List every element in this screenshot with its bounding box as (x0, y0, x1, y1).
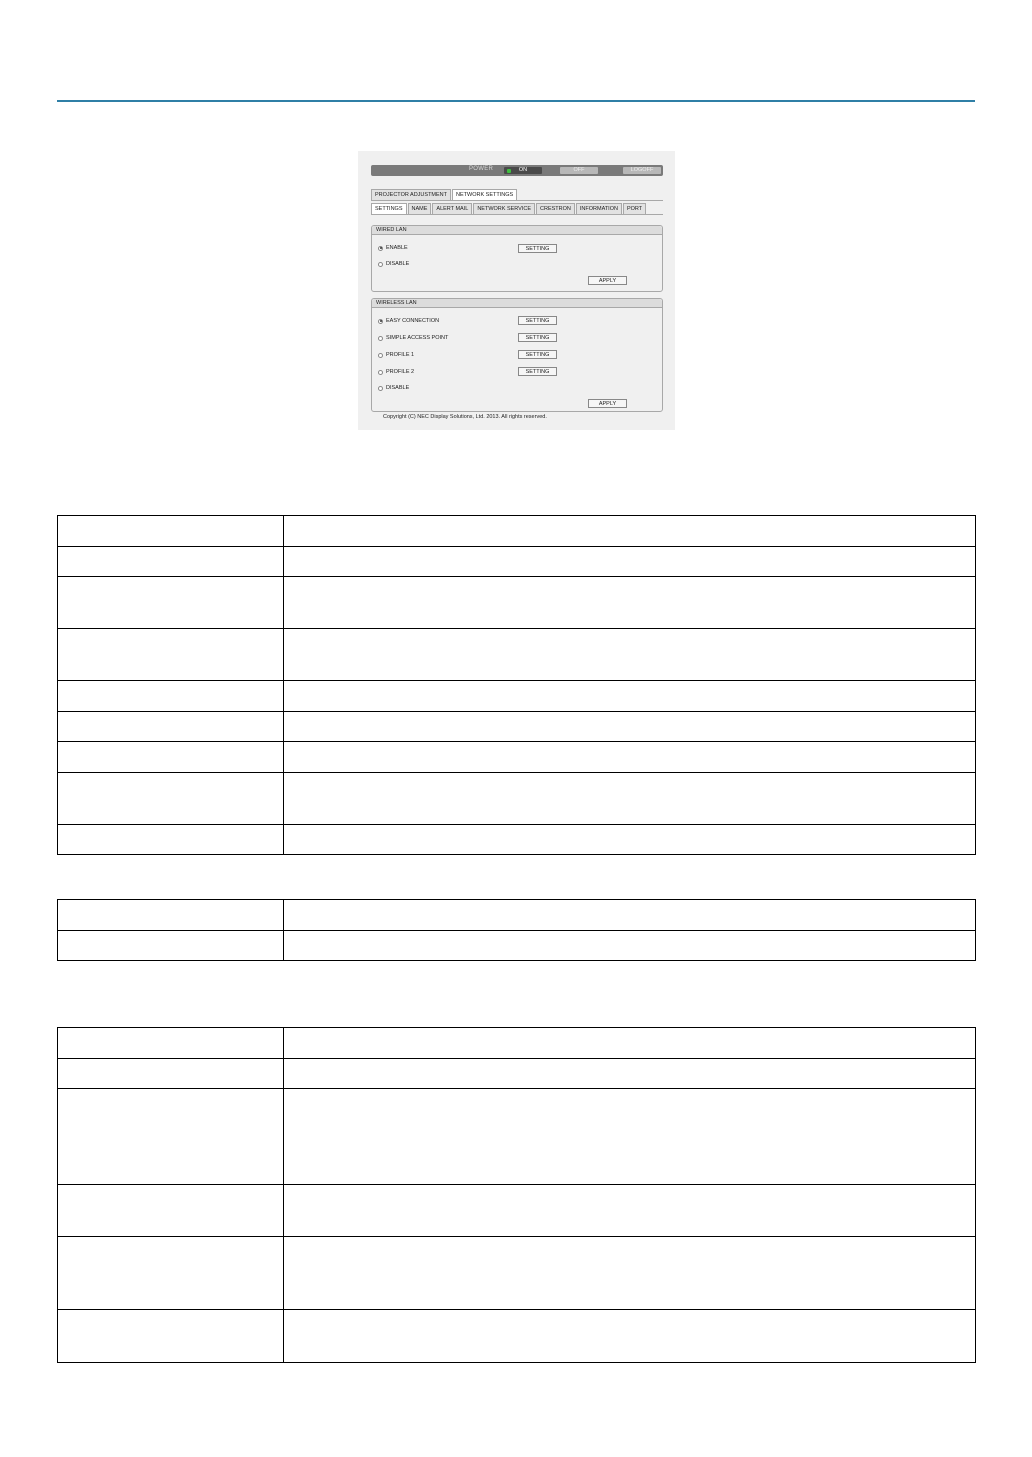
table-cell (284, 547, 976, 577)
wireless-option-label: DISABLE (386, 385, 410, 391)
table-row (58, 577, 976, 629)
table-cell (58, 825, 284, 855)
table-cell (284, 629, 976, 681)
main-tabs (371, 189, 518, 200)
radio-selected-icon (378, 319, 383, 324)
tab-network-service[interactable]: NETWORK SERVICE (473, 203, 535, 214)
profile-1-setting-button[interactable]: SETTING (518, 350, 557, 359)
radio-icon (378, 262, 383, 267)
table-row (58, 516, 976, 547)
sub-tabs-divider (371, 214, 663, 215)
table-row (58, 1028, 976, 1059)
power-on-button[interactable] (504, 167, 542, 174)
table-row (58, 1089, 976, 1185)
wired-lan-title: WIRED LAN (372, 226, 662, 235)
simple-access-point-setting-button[interactable]: SETTING (518, 333, 557, 342)
wireless-option-label: SIMPLE ACCESS POINT (386, 335, 449, 341)
table-cell (58, 1028, 284, 1059)
settings-table-2 (57, 899, 976, 961)
tab-settings[interactable]: SETTINGS (371, 203, 407, 214)
table-row (58, 1185, 976, 1237)
radio-icon (378, 336, 383, 341)
power-on-label: ON (518, 167, 528, 173)
wired-lan-group (371, 225, 663, 292)
table-cell (284, 1185, 976, 1237)
tab-alert-mail[interactable]: ALERT MAIL (432, 203, 472, 214)
table-cell (58, 577, 284, 629)
table-cell (284, 712, 976, 742)
table-cell (284, 825, 976, 855)
table-cell (58, 1237, 284, 1310)
table-row (58, 773, 976, 825)
copyright-text: Copyright (C) NEC Display Solutions, Ltd. 2013. All rights reserved. (383, 414, 547, 420)
radio-icon (378, 386, 383, 391)
table-cell (284, 1089, 976, 1185)
settings-table-3 (57, 1027, 976, 1363)
table-row (58, 629, 976, 681)
table-cell (284, 742, 976, 773)
tab-network-settings[interactable]: NETWORK SETTINGS (452, 189, 517, 200)
table-cell (284, 1310, 976, 1363)
radio-icon (378, 370, 383, 375)
table-cell (284, 773, 976, 825)
sub-tabs (371, 203, 647, 214)
table-row (58, 1310, 976, 1363)
tab-projector-adjustment[interactable]: PROJECTOR ADJUSTMENT (371, 189, 451, 200)
table-cell (284, 1237, 976, 1310)
wireless-option-label: PROFILE 1 (386, 352, 415, 358)
table-cell (58, 1310, 284, 1363)
power-bar (371, 165, 663, 176)
wired-enable-option[interactable] (378, 245, 408, 251)
radio-selected-icon (378, 246, 383, 251)
table-row (58, 681, 976, 712)
wired-enable-label: ENABLE (386, 245, 408, 251)
tab-information[interactable]: INFORMATION (576, 203, 622, 214)
table-cell (58, 547, 284, 577)
logoff-button[interactable]: LOGOFF (623, 167, 661, 174)
web-control-screenshot (358, 151, 675, 430)
wireless-option-label: PROFILE 2 (386, 369, 415, 375)
power-off-button[interactable]: OFF (560, 167, 598, 174)
table-row (58, 547, 976, 577)
tab-port[interactable]: PORT (623, 203, 646, 214)
wireless-apply-button[interactable]: APPLY (588, 399, 627, 408)
table-cell (284, 681, 976, 712)
tab-name[interactable]: NAME (408, 203, 432, 214)
table-row (58, 825, 976, 855)
radio-icon (378, 353, 383, 358)
table-cell (284, 1059, 976, 1089)
wireless-option-profile-1[interactable] (378, 352, 414, 358)
table-cell (58, 931, 284, 961)
easy-connection-setting-button[interactable]: SETTING (518, 316, 557, 325)
table-cell (284, 577, 976, 629)
table-cell (284, 516, 976, 547)
wireless-option-easy-connection[interactable] (378, 318, 439, 324)
wireless-option-simple-access-point[interactable] (378, 335, 448, 341)
table-row (58, 712, 976, 742)
wired-disable-label: DISABLE (386, 261, 410, 267)
table-cell (58, 681, 284, 712)
table-cell (58, 742, 284, 773)
table-row (58, 1237, 976, 1310)
table-cell (284, 931, 976, 961)
tab-crestron[interactable]: CRESTRON (536, 203, 575, 214)
table-cell (58, 1089, 284, 1185)
table-cell (284, 900, 976, 931)
power-label: POWER (469, 166, 494, 172)
wired-apply-button[interactable]: APPLY (588, 276, 627, 285)
main-tabs-divider (371, 200, 663, 201)
table-cell (58, 1059, 284, 1089)
wired-disable-option[interactable] (378, 261, 409, 267)
profile-2-setting-button[interactable]: SETTING (518, 367, 557, 376)
wireless-lan-group (371, 298, 663, 412)
table-cell (58, 516, 284, 547)
power-led-icon (507, 169, 511, 173)
table-row (58, 1059, 976, 1089)
table-cell (284, 1028, 976, 1059)
settings-table-1 (57, 515, 976, 855)
wireless-option-profile-2[interactable] (378, 369, 414, 375)
table-row (58, 900, 976, 931)
table-cell (58, 712, 284, 742)
table-cell (58, 773, 284, 825)
wireless-option-label: EASY CONNECTION (386, 318, 440, 324)
table-row (58, 931, 976, 961)
wireless-option-disable[interactable] (378, 385, 409, 391)
table-cell (58, 629, 284, 681)
wireless-lan-title: WIRELESS LAN (372, 299, 662, 308)
table-row (58, 742, 976, 773)
wired-setting-button[interactable]: SETTING (518, 244, 557, 253)
table-cell (58, 900, 284, 931)
header-rule (57, 100, 975, 102)
table-cell (58, 1185, 284, 1237)
